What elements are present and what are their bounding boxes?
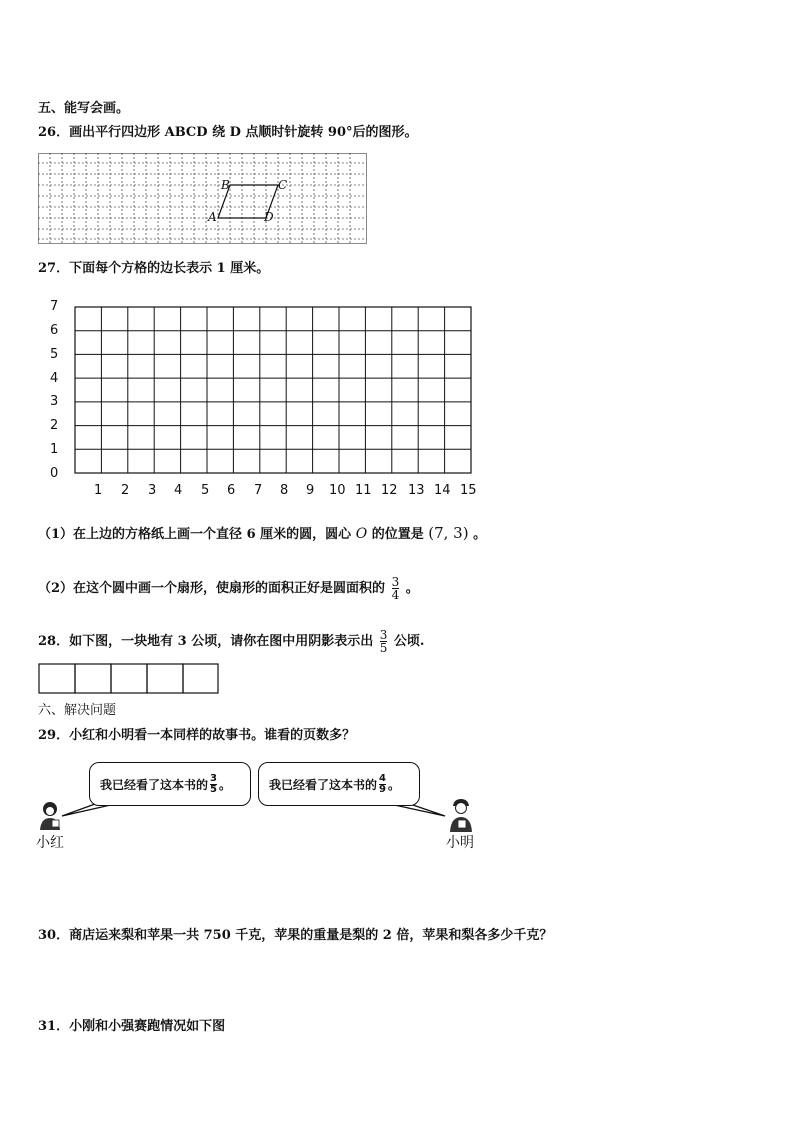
fraction-three-fifths xyxy=(380,629,388,654)
speech-bubble-xiaoming xyxy=(258,762,420,806)
y-tick-label: 6 xyxy=(50,323,59,338)
x-tick-label: 11 xyxy=(355,483,372,498)
fraction-four-ninths xyxy=(379,774,386,795)
center-o: O xyxy=(355,526,368,542)
name-xiaohong: 小红 xyxy=(36,835,64,851)
x-tick-label: 10 xyxy=(329,483,346,498)
x-tick-label: 1 xyxy=(94,483,103,498)
x-tick-label: 14 xyxy=(434,483,451,498)
question-26: 26．画出平行四边形 ABCD 绕 D 点顺时针旋转 90°后的图形。 xyxy=(38,125,418,140)
x-tick-label: 3 xyxy=(148,483,157,498)
girl-avatar-icon xyxy=(36,800,66,832)
question-29: 29．小红和小明看一本同样的故事书。谁看的页数多？ xyxy=(38,728,356,743)
part2-text: （2）在这个圆中画一个扇形，使扇形的面积正好是圆面积的 xyxy=(38,581,386,596)
x-tick-label: 13 xyxy=(408,483,425,498)
x-tick-label: 4 xyxy=(174,483,183,498)
speech-bubble-xiaohong xyxy=(89,762,251,806)
x-tick-label: 2 xyxy=(121,483,130,498)
name-xiaoming: 小明 xyxy=(446,835,474,851)
y-tick-label: 7 xyxy=(50,299,59,314)
fraction-three-fifths xyxy=(210,774,217,795)
numerator: 3 xyxy=(391,575,400,589)
fraction-three-quarters xyxy=(392,576,400,601)
x-tick-label: 9 xyxy=(306,483,315,498)
denominator: 5 xyxy=(379,641,388,655)
y-tick-label: 2 xyxy=(50,418,59,433)
q28-text: 28．如下图，一块地有 3 公顷，请你在图中用阴影表示出 xyxy=(38,634,374,649)
vertex-label-d: D xyxy=(264,210,274,224)
denominator: 5 xyxy=(210,783,217,795)
numerator: 3 xyxy=(210,772,217,784)
x-tick-label: 5 xyxy=(201,483,210,498)
vertex-label-b: B xyxy=(221,178,230,192)
question-30: 30．商店运来梨和苹果一共 750 千克，苹果的重量是梨的 2 倍，苹果和梨各多少千克？ xyxy=(38,928,553,943)
question-27: 27．下面每个方格的边长表示 1 厘米。 xyxy=(38,261,270,276)
bubble-end: 。 xyxy=(218,777,231,792)
question-31: 31．小刚和小强赛跑情况如下图 xyxy=(38,1019,226,1034)
dotted-grid-figure xyxy=(38,153,368,245)
y-tick-label: 4 xyxy=(50,371,59,386)
bubble-end: 。 xyxy=(387,777,400,792)
bubble-text: 我已经看了这本书的 xyxy=(269,777,378,792)
y-tick-label: 1 xyxy=(50,442,59,457)
part2-end: 。 xyxy=(405,581,419,596)
part1-text-b: 的位置是 xyxy=(371,527,424,542)
question-27-part1 xyxy=(38,524,486,544)
y-tick-label: 3 xyxy=(50,394,59,409)
section-title: 六、解决问题 xyxy=(38,703,117,718)
vertex-label-a: A xyxy=(208,210,217,224)
square-grid-figure xyxy=(74,306,474,476)
y-tick-label: 0 xyxy=(50,466,59,481)
x-tick-label: 15 xyxy=(460,483,477,498)
numerator: 3 xyxy=(379,628,388,642)
part1-text: （1）在上边的方格纸上画一个直径 6 厘米的圆，圆心 xyxy=(38,527,352,542)
coordinate: (7, 3) xyxy=(428,524,469,542)
vertex-label-c: C xyxy=(278,178,288,192)
numerator: 4 xyxy=(379,772,386,784)
bubble-text: 我已经看了这本书的 xyxy=(100,777,209,792)
x-tick-label: 7 xyxy=(254,483,263,498)
q28-text-b: 公顷. xyxy=(393,634,425,649)
x-tick-label: 12 xyxy=(381,483,398,498)
part1-end: 。 xyxy=(473,527,487,542)
section-title: 五、能写会画。 xyxy=(38,101,130,116)
x-tick-label: 8 xyxy=(280,483,289,498)
question-28 xyxy=(38,629,424,654)
boy-avatar-icon xyxy=(446,798,476,834)
question-27-part2 xyxy=(38,576,419,601)
x-tick-label: 6 xyxy=(227,483,236,498)
denominator: 4 xyxy=(391,588,400,602)
land-boxes xyxy=(38,663,220,695)
y-tick-label: 5 xyxy=(50,347,59,362)
denominator: 9 xyxy=(379,783,386,795)
